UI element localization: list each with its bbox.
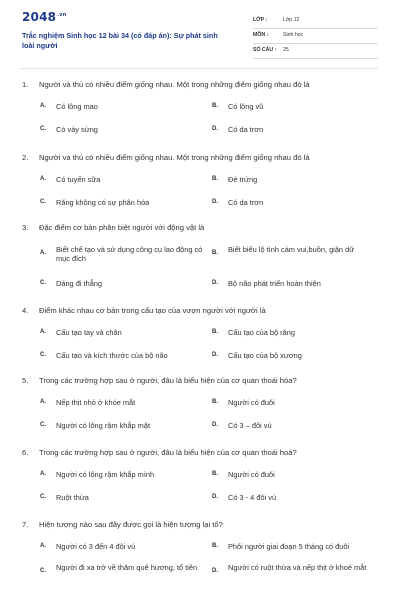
header-divider [20,68,378,69]
option-text: Người có đuôi [228,470,275,479]
question-text [22,153,310,162]
question-stem: Trong các trường hợp sau ở người, đâu là biểu hiện của cơ quan thoái hoá? [39,448,297,457]
question-text [22,80,310,89]
option-text: Người có lông rậm khắp mình [56,470,155,479]
question-text [22,520,223,529]
option-letter: C. [40,352,46,358]
option-text: Có 3 - 4 đôi vú [228,493,277,502]
option-text: Người có đuôi [228,398,275,407]
option-letter: B. [212,329,218,335]
option-text: Biết biểu lộ tình cảm vui,buồn, giận dữ [228,245,355,254]
option-text: Có da trơn [228,125,264,134]
site-logo[interactable] [22,10,67,24]
question-stem: Người và thú có nhiều điểm giống nhau. Một trong những điểm giống nhau đó là [39,80,310,89]
option-letter: A. [40,250,46,256]
question-stem: Trong các trường hợp sau ở người, đâu là biểu hiện của cơ quan thoái hóa? [39,376,297,385]
option-text: Người có ruột thừa và nếp thịt ở khoé mắt [228,563,367,572]
document-header [0,0,400,64]
meta-value: Lớp 12 [283,17,300,23]
option-letter: A. [40,329,46,335]
option-text: Răng không có sự phân hóa [56,198,150,207]
option-text: Người có 3 đến 4 đôi vú [56,542,136,551]
option-text: Cấu tạo của bộ răng [228,328,295,337]
option-text: Dáng đi thẳng [56,279,103,288]
meta-row-class [253,14,378,29]
document-title: Trắc nghiệm Sinh học 12 bài 34 (có đáp án): Sự phát sinh loài người [22,31,218,50]
question-number: 5. [22,376,29,385]
option-letter: A. [40,399,46,405]
option-letter: C. [40,422,46,428]
question-stem: Đặc điểm cơ bản phân biệt người với động vật là [39,223,205,232]
option-letter: C. [40,126,46,132]
option-text: Người có lông rậm khắp mặt [56,421,151,430]
question-text [22,223,204,232]
option-letter: B. [212,250,218,256]
option-text: Có lông vũ [228,102,264,111]
option-text: Bộ não phát triển hoàn thiện [228,279,321,288]
option-letter: B. [212,543,218,549]
meta-label: MÔN : [253,32,269,38]
meta-value: 25 [283,47,289,53]
option-letter: C. [40,568,46,574]
question-number: 2. [22,153,29,162]
option-letter: D. [212,280,218,286]
option-letter: D. [212,352,218,358]
option-text: Có 3 – đôi vú [228,421,272,430]
option-letter: D. [212,494,218,500]
question-text [22,376,297,385]
option-text: Có lông mao [56,102,98,111]
option-text: Có tuyến sữa [56,175,101,184]
meta-label: LỚP : [253,17,268,23]
option-text: Phôi người giai đoạn 5 tháng có đuôi [228,542,350,551]
option-letter: C. [40,199,46,205]
question-stem: Hiện tượng nào sau đây được gọi là hiện tượng lại tổ? [39,520,223,529]
question-text [22,448,297,457]
logo-text: 2048 [22,10,57,24]
question-number: 1. [22,80,29,89]
meta-value: Sinh học [283,32,304,38]
option-letter: A. [40,103,46,109]
option-letter: B. [212,399,218,405]
meta-info [253,14,378,59]
option-letter: A. [40,543,46,549]
option-letter: D. [212,422,218,428]
question-number: 6. [22,448,29,457]
option-text: Có vảy sừng [56,125,98,134]
question-number: 7. [22,520,29,529]
option-text: Biết chế tạo và sử dụng công cụ lao động có mục đích [56,245,203,264]
option-text: Cấu tạo của bộ xương [228,351,302,360]
logo-suffix: .vn [57,12,67,18]
question-stem: Người và thú có nhiều điểm giống nhau. Một trong những điểm giống nhau đó là [39,153,310,162]
meta-row-subject [253,29,378,44]
option-text: Có da trơn [228,198,264,207]
option-letter: B. [212,103,218,109]
meta-row-count [253,44,378,59]
option-letter: A. [40,176,46,182]
option-text: Cấu tạo tay và chân [56,328,122,337]
meta-label: SỐ CÂU : [253,47,277,53]
question-stem: Điểm khác nhau cơ bản trong cấu tạo của vượn người với người là [39,306,266,315]
option-text: Ruột thừa [56,493,89,502]
option-letter: A. [40,471,46,477]
option-letter: B. [212,471,218,477]
option-letter: B. [212,176,218,182]
option-letter: C. [40,494,46,500]
option-text: Cấu tạo và kích thước của bộ não [56,351,168,360]
option-letter: D. [212,199,218,205]
option-text: Đẻ trứng [228,175,258,184]
option-text: Người đi xa trở về thăm quê hương, tổ tiên [56,563,198,572]
question-number: 4. [22,306,29,315]
question-number: 3. [22,223,29,232]
option-letter: D. [212,126,218,132]
question-text [22,306,266,315]
option-letter: C. [40,280,46,286]
option-letter: D. [212,568,218,574]
option-text: Nếp thịt nhỏ ở khóe mắt [56,398,136,407]
